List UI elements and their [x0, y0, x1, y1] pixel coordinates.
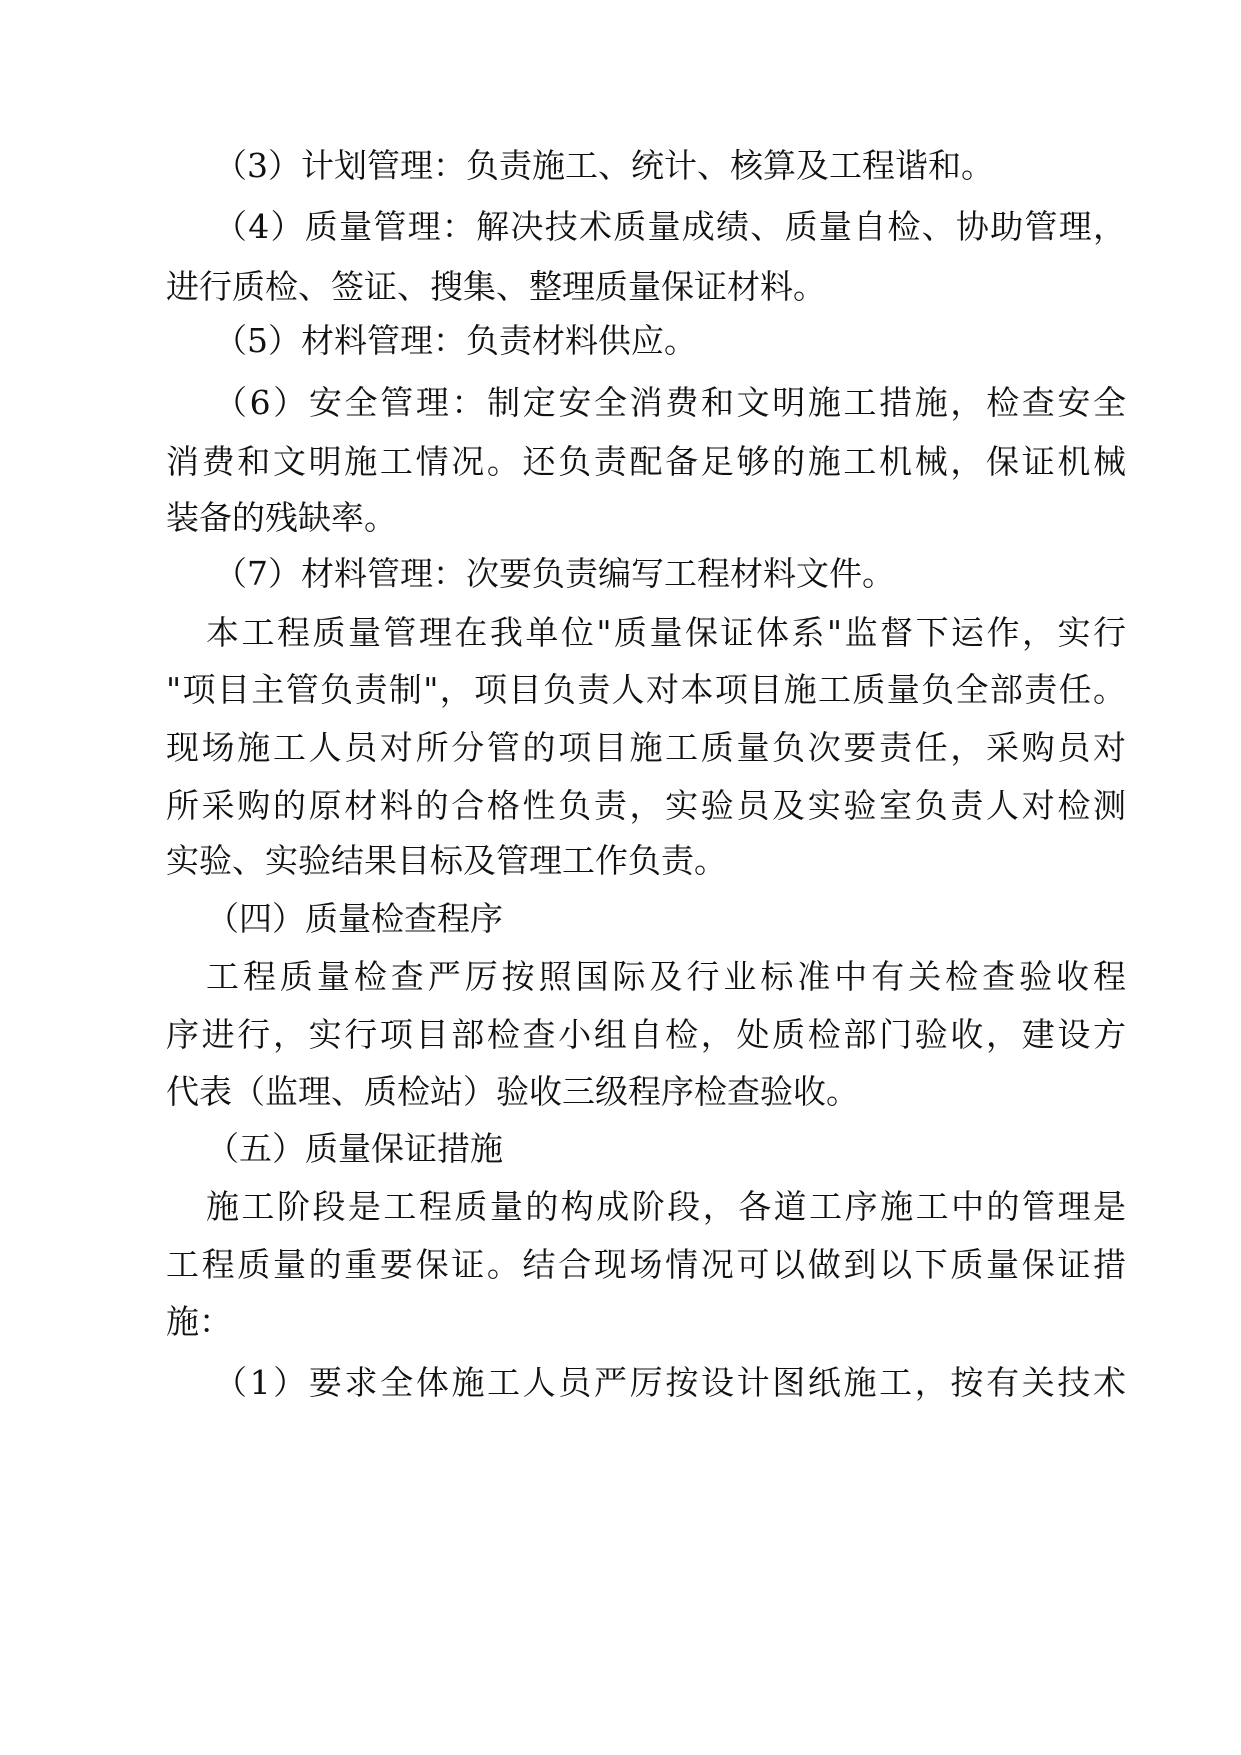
section-heading: （四）质量检查程序 — [206, 899, 503, 938]
paragraph-line: "项目主管负责制"，项目负责人对本项目施工质量负全部责任。 — [166, 670, 1126, 709]
paragraph-line: 装备的残缺率。 — [166, 498, 397, 537]
paragraph-line: （7）材料管理：次要负责编写工程材料文件。 — [214, 554, 895, 593]
paragraph-line: （4）质量管理：解决技术质量成绩、质量自检、协助管理， — [214, 207, 1126, 246]
paragraph-line: 进行质检、签证、搜集、整理质量保证材料。 — [166, 267, 826, 306]
paragraph-line: 现场施工人员对所分管的项目施工质量负次要责任，采购员对 — [166, 728, 1126, 767]
paragraph-line: 代表（监理、质检站）验收三级程序检查验收。 — [166, 1072, 859, 1111]
paragraph-line: 工程质量的重要保证。结合现场情况可以做到以下质量保证措 — [166, 1245, 1126, 1284]
paragraph-line: 本工程质量管理在我单位"质量保证体系"监督下运作，实行 — [206, 613, 1126, 652]
paragraph-line: （5）材料管理：负责材料供应。 — [214, 321, 697, 360]
paragraph-line: 所采购的原材料的合格性负责，实验员及实验室负责人对检测 — [166, 786, 1126, 825]
paragraph-line: 施工阶段是工程质量的构成阶段，各道工序施工中的管理是 — [206, 1187, 1126, 1226]
paragraph-line: （1）要求全体施工人员严厉按设计图纸施工，按有关技术 — [214, 1363, 1126, 1402]
paragraph-line: （3）计划管理：负责施工、统计、核算及工程谐和。 — [214, 146, 994, 185]
paragraph-line: 消费和文明施工情况。还负责配备足够的施工机械，保证机械 — [166, 442, 1126, 481]
paragraph-line: 序进行，实行项目部检查小组自检，处质检部门验收，建设方 — [166, 1015, 1126, 1054]
paragraph-line: （6）安全管理：制定安全消费和文明施工措施，检查安全 — [214, 383, 1126, 422]
paragraph-line: 实验、实验结果目标及管理工作负责。 — [166, 841, 727, 880]
paragraph-line: 施： — [166, 1302, 232, 1341]
section-heading: （五）质量保证措施 — [206, 1129, 503, 1168]
paragraph-line: 工程质量检查严厉按照国际及行业标准中有关检查验收程 — [206, 957, 1126, 996]
